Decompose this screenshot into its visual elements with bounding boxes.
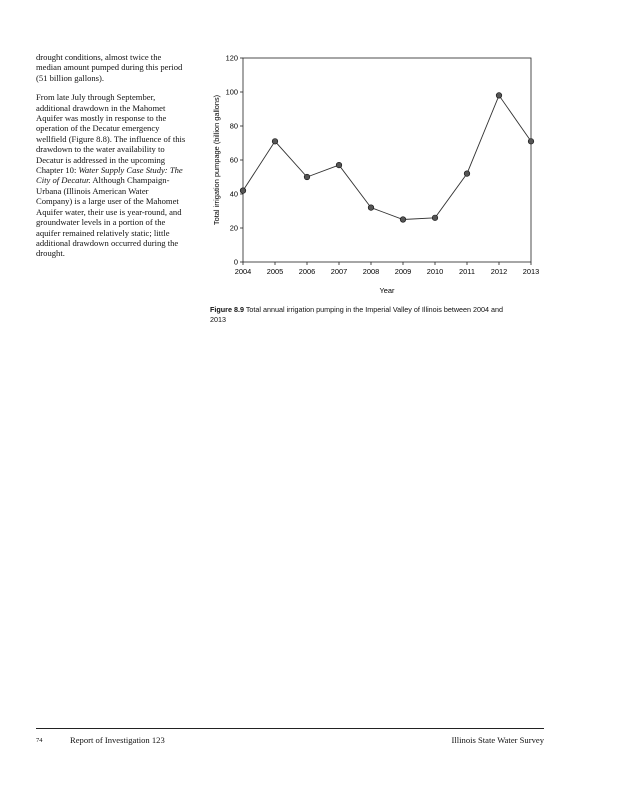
data-point (432, 215, 438, 221)
y-tick-label: 80 (229, 121, 238, 131)
x-axis (235, 262, 539, 276)
x-tick-label: 2004 (234, 267, 252, 276)
paragraph-1: drought conditions, almost twice the median amount pumped during this period (51 billion gallons). (36, 52, 183, 83)
figure-caption (210, 305, 510, 325)
data-point (368, 205, 374, 211)
page-number: 74 (36, 737, 43, 744)
x-tick-label: 2011 (459, 267, 475, 276)
irrigation-chart (205, 50, 550, 298)
x-tick-label: 2009 (394, 267, 412, 276)
data-markers (240, 93, 534, 223)
y-tick-label: 60 (229, 155, 238, 165)
organization-name: Illinois State Water Survey (451, 735, 544, 745)
y-tick-label: 120 (225, 53, 238, 63)
figure-caption-text: Total annual irrigation pumping in the Imperial Valley of Illinois between 2004 and 2013 (210, 305, 503, 324)
data-point (464, 171, 470, 177)
data-point (336, 162, 342, 168)
data-point (496, 93, 502, 99)
y-tick-label: 20 (229, 223, 238, 233)
y-tick-label: 100 (225, 87, 238, 97)
figure-label: Figure 8.9 (210, 305, 244, 314)
y-tick-label: 0 (233, 257, 238, 267)
y-axis (226, 54, 243, 267)
plot-area-frame (243, 58, 531, 262)
x-tick-label: 2010 (426, 267, 444, 276)
paragraph-2-text-b: Although Champaign-Urbana (Illinois American Water Company) is a large user of the Mahomet Aquifer water, their use is year-round, and groundwater levels in a portion of the aquifer remained relatively static; little additional drawdown occurred during the drought. (36, 175, 182, 259)
x-axis-label: Year (379, 286, 395, 295)
x-tick-label: 2013 (522, 267, 540, 276)
y-axis-label: Total irrigation pumpage (billion gallons) (212, 94, 221, 226)
data-point (400, 217, 406, 223)
data-point (528, 139, 534, 145)
series-line (243, 95, 531, 219)
data-point (304, 174, 310, 180)
x-tick-label: 2008 (362, 267, 380, 276)
report-title: Report of Investigation 123 (70, 735, 165, 745)
x-tick-label: 2012 (490, 267, 508, 276)
paragraph-2-text-a: From late July through September, additional drawdown in the Mahomet Aquifer was mostly in response to the operation of the Decatur emergency wellfield (Figure 8.8). The influence of this drawdown to the water availability to Decatur is addressed in the upcoming Chapter 10: (36, 92, 186, 176)
x-tick-label: 2007 (330, 267, 348, 276)
data-point (272, 139, 278, 145)
x-tick-label: 2005 (266, 267, 284, 276)
chapter-title-italic: Water Supply Case Study: The City of Decatur. (36, 165, 183, 186)
footer-rule (36, 728, 544, 729)
body-text-column (36, 52, 186, 268)
x-tick-label: 2006 (298, 267, 316, 276)
paragraph-2 (36, 92, 186, 259)
data-point (240, 188, 246, 194)
y-tick-label: 40 (229, 189, 238, 199)
